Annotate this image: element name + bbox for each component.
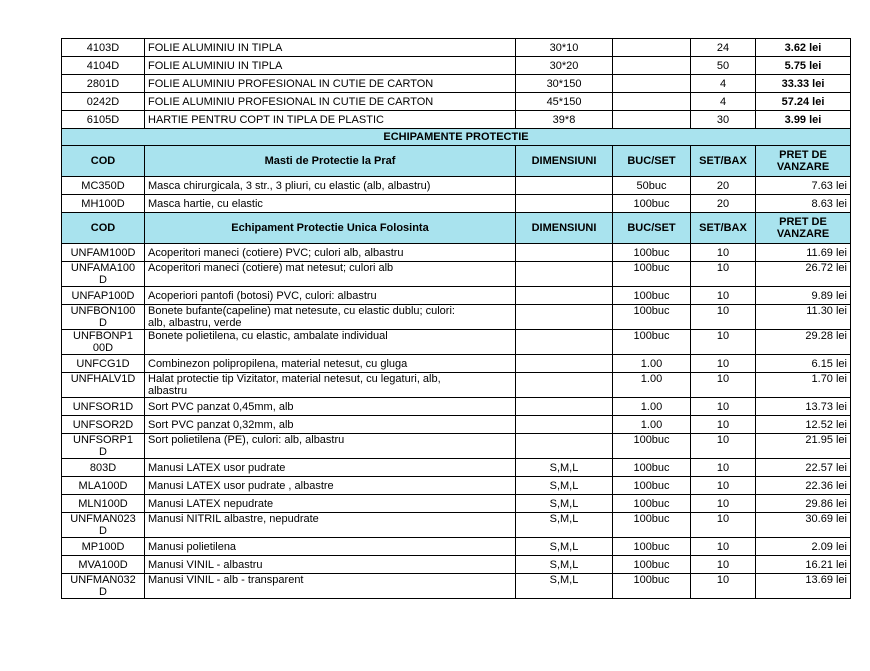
product-units-per-set [613, 39, 691, 57]
product-name-line1: Bonete bufante(capeline) mat netesute, cu elastic dublu; culori: [148, 305, 455, 317]
product-name [145, 513, 516, 538]
product-name: HARTIE PENTRU COPT IN TIPLA DE PLASTIC [145, 111, 516, 129]
product-code-line1: UNFMAN023 [70, 513, 136, 525]
table-row [62, 57, 851, 75]
product-price: 33.33 lei [756, 75, 851, 93]
product-units-per-set: 1.00 [613, 373, 691, 398]
product-name-line2: albastru [148, 385, 188, 397]
product-units-per-set: 100buc [613, 495, 691, 513]
product-units-per-set: 1.00 [613, 398, 691, 416]
product-code-line1: UNFCG1D [76, 357, 130, 370]
product-dimension [516, 177, 613, 195]
product-name-line1: Sort PVC panzat 0,32mm, alb [148, 418, 294, 431]
product-code [62, 434, 145, 459]
product-dimension: 39*8 [516, 111, 613, 129]
product-code [62, 495, 145, 513]
product-name-line2: alb, albastru, verde [148, 317, 242, 329]
product-units-per-set [613, 111, 691, 129]
product-code [62, 398, 145, 416]
header-dimensions: DIMENSIUNI [516, 146, 613, 177]
product-code-line2: D [99, 274, 107, 286]
product-sets-per-box: 10 [691, 305, 756, 330]
table-row [62, 39, 851, 57]
product-price: 1.70 lei [756, 373, 851, 398]
table-row [62, 459, 851, 477]
price-list-body [62, 39, 851, 599]
product-dimension: 30*20 [516, 57, 613, 75]
product-sets-per-box: 10 [691, 495, 756, 513]
product-code-line1: MLA100D [78, 479, 128, 492]
table-row [62, 330, 851, 355]
product-sets-per-box: 30 [691, 111, 756, 129]
table-row [62, 305, 851, 330]
product-sets-per-box: 50 [691, 57, 756, 75]
product-price: 8.63 lei [756, 195, 851, 213]
product-price: 12.52 lei [756, 416, 851, 434]
product-code-line1: UNFSOR1D [72, 400, 134, 413]
product-sets-per-box: 10 [691, 244, 756, 262]
section-title-row [62, 129, 851, 146]
product-units-per-set: 100buc [613, 538, 691, 556]
product-code-line1: UNFSORP1 [73, 434, 133, 446]
product-units-per-set: 100buc [613, 262, 691, 287]
product-sets-per-box: 4 [691, 75, 756, 93]
product-units-per-set: 100buc [613, 287, 691, 305]
product-price: 5.75 lei [756, 57, 851, 75]
product-code-line1: MP100D [81, 540, 125, 553]
product-code-line2: 00D [92, 342, 114, 354]
product-name: FOLIE ALUMINIU PROFESIONAL IN CUTIE DE CARTON [145, 93, 516, 111]
product-name-line1: Acoperitori maneci (cotiere) mat netesut; culori alb [148, 262, 394, 274]
product-name [145, 574, 516, 599]
product-name-line1: Manusi VINIL - albastru [148, 558, 263, 571]
product-units-per-set: 100buc [613, 459, 691, 477]
product-price: 6.15 lei [756, 355, 851, 373]
product-sets-per-box: 10 [691, 459, 756, 477]
product-name [145, 556, 516, 574]
product-price: 13.69 lei [756, 574, 851, 599]
product-name-line1: Manusi LATEX usor pudrate [148, 461, 286, 474]
table-row [62, 416, 851, 434]
product-dimension: S,M,L [516, 459, 613, 477]
product-dimension: S,M,L [516, 574, 613, 599]
product-name [145, 373, 516, 398]
product-name [145, 477, 516, 495]
product-code-line2: D [99, 317, 107, 329]
product-dimension [516, 398, 613, 416]
product-name [145, 262, 516, 287]
table-row [62, 287, 851, 305]
product-units-per-set: 100buc [613, 556, 691, 574]
product-dimension: 30*10 [516, 39, 613, 57]
header-units-per-set: BUC/SET [613, 213, 691, 244]
product-sets-per-box: 10 [691, 373, 756, 398]
product-units-per-set: 100buc [613, 574, 691, 599]
product-sets-per-box: 10 [691, 513, 756, 538]
product-dimension: S,M,L [516, 477, 613, 495]
table-row [62, 262, 851, 287]
product-code-line1: MLN100D [78, 497, 128, 510]
product-name-line1: Manusi LATEX usor pudrate , albastre [148, 479, 334, 492]
product-name-line1: Halat protectie tip Vizitator, material netesut, cu legaturi, alb, [148, 373, 441, 385]
product-name [145, 416, 516, 434]
product-sets-per-box: 20 [691, 195, 756, 213]
header-sets-per-box: SET/BAX [691, 146, 756, 177]
product-price: 2.09 lei [756, 538, 851, 556]
product-code-line1: 803D [89, 461, 117, 474]
product-price: 3.99 lei [756, 111, 851, 129]
product-units-per-set: 100buc [613, 305, 691, 330]
product-name-line1: Manusi LATEX nepudrate [148, 497, 274, 510]
header-dimensions: DIMENSIUNI [516, 213, 613, 244]
product-sets-per-box: 10 [691, 416, 756, 434]
product-units-per-set: 1.00 [613, 355, 691, 373]
product-dimension: S,M,L [516, 538, 613, 556]
product-units-per-set [613, 75, 691, 93]
product-code-line1: UNFHALV1D [70, 373, 136, 385]
product-price: 22.57 lei [756, 459, 851, 477]
product-dimension: 45*150 [516, 93, 613, 111]
product-sets-per-box: 10 [691, 477, 756, 495]
product-code [62, 244, 145, 262]
product-dimension [516, 434, 613, 459]
product-units-per-set [613, 57, 691, 75]
product-units-per-set: 100buc [613, 513, 691, 538]
product-sets-per-box: 10 [691, 262, 756, 287]
product-price: 13.73 lei [756, 398, 851, 416]
product-price: 29.86 lei [756, 495, 851, 513]
product-dimension [516, 355, 613, 373]
product-code: 2801D [62, 75, 145, 93]
product-price: 22.36 lei [756, 477, 851, 495]
header-units-per-set: BUC/SET [613, 146, 691, 177]
product-dimension [516, 305, 613, 330]
product-dimension: S,M,L [516, 495, 613, 513]
product-name [145, 495, 516, 513]
header-price-line2: VANZARE [776, 161, 830, 173]
product-name [145, 538, 516, 556]
product-name-line1: Manusi VINIL - alb - transparent [148, 574, 304, 586]
product-sets-per-box: 10 [691, 330, 756, 355]
product-code: MC350D [62, 177, 145, 195]
product-units-per-set: 100buc [613, 434, 691, 459]
product-price: 21.95 lei [756, 434, 851, 459]
product-name-line1: Bonete polietilena, cu elastic, ambalate individual [148, 330, 388, 342]
product-code [62, 262, 145, 287]
price-list-table [61, 38, 851, 599]
product-code-line2: D [99, 446, 107, 458]
product-dimension [516, 244, 613, 262]
product-name [145, 244, 516, 262]
header-price [756, 213, 851, 244]
product-code [62, 287, 145, 305]
product-units-per-set: 100buc [613, 244, 691, 262]
product-sets-per-box: 10 [691, 355, 756, 373]
product-price: 3.62 lei [756, 39, 851, 57]
product-name [145, 355, 516, 373]
product-sets-per-box: 24 [691, 39, 756, 57]
table-row [62, 513, 851, 538]
product-name-line1: Sort PVC panzat 0,45mm, alb [148, 400, 294, 413]
product-name [145, 330, 516, 355]
product-code [62, 305, 145, 330]
product-units-per-set: 100buc [613, 477, 691, 495]
header-price-line2: VANZARE [776, 228, 830, 240]
product-name [145, 434, 516, 459]
table-row [62, 556, 851, 574]
product-units-per-set: 100buc [613, 330, 691, 355]
product-sets-per-box: 4 [691, 93, 756, 111]
product-units-per-set: 1.00 [613, 416, 691, 434]
product-name-line1: Acoperitori maneci (cotiere) PVC; culori alb, albastru [148, 246, 404, 259]
product-name [145, 398, 516, 416]
product-dimension: S,M,L [516, 556, 613, 574]
table-row [62, 75, 851, 93]
product-name: FOLIE ALUMINIU IN TIPLA [145, 57, 516, 75]
product-price: 11.69 lei [756, 244, 851, 262]
product-dimension [516, 287, 613, 305]
product-name: Masca chirurgicala, 3 str., 3 pliuri, cu elastic (alb, albastru) [145, 177, 516, 195]
product-name: Masca hartie, cu elastic [145, 195, 516, 213]
product-name-line1: Sort polietilena (PE), culori: alb, albastru [148, 434, 345, 446]
product-code: 0242D [62, 93, 145, 111]
table-header-row [62, 146, 851, 177]
product-name-line1: Combinezon polipropilena, material netesut, cu gluga [148, 357, 408, 370]
product-dimension: S,M,L [516, 513, 613, 538]
product-sets-per-box: 10 [691, 538, 756, 556]
product-code [62, 355, 145, 373]
product-dimension [516, 330, 613, 355]
product-name [145, 287, 516, 305]
table-row [62, 373, 851, 398]
product-price: 57.24 lei [756, 93, 851, 111]
product-price: 7.63 lei [756, 177, 851, 195]
product-dimension [516, 262, 613, 287]
product-code-line1: UNFBONP1 [73, 330, 133, 342]
product-dimension [516, 373, 613, 398]
product-dimension [516, 416, 613, 434]
product-code [62, 416, 145, 434]
table-row [62, 177, 851, 195]
table-row [62, 355, 851, 373]
product-code-line2: D [99, 586, 107, 598]
product-price: 9.89 lei [756, 287, 851, 305]
product-name-line1: Acoperiori pantofi (botosi) PVC, culori: albastru [148, 289, 377, 302]
table-row [62, 477, 851, 495]
header-description: Masti de Protectie la Praf [145, 146, 516, 177]
product-code [62, 373, 145, 398]
product-code [62, 513, 145, 538]
product-dimension: 30*150 [516, 75, 613, 93]
product-sets-per-box: 10 [691, 556, 756, 574]
table-row [62, 93, 851, 111]
header-code: COD [62, 146, 145, 177]
table-row [62, 111, 851, 129]
product-code [62, 574, 145, 599]
product-price: 30.69 lei [756, 513, 851, 538]
product-name: FOLIE ALUMINIU IN TIPLA [145, 39, 516, 57]
product-name [145, 305, 516, 330]
product-units-per-set: 100buc [613, 195, 691, 213]
table-row [62, 538, 851, 556]
product-code-line1: UNFMAN032 [70, 574, 136, 586]
product-price: 11.30 lei [756, 305, 851, 330]
product-code [62, 538, 145, 556]
product-code: 6105D [62, 111, 145, 129]
header-code: COD [62, 213, 145, 244]
product-price: 26.72 lei [756, 262, 851, 287]
header-price-line1: PRET DE [779, 216, 827, 228]
table-row [62, 495, 851, 513]
header-description: Echipament Protectie Unica Folosinta [145, 213, 516, 244]
table-header-row [62, 213, 851, 244]
product-units-per-set: 50buc [613, 177, 691, 195]
product-code-line2: D [99, 525, 107, 537]
product-code [62, 556, 145, 574]
header-price [756, 146, 851, 177]
product-sets-per-box: 10 [691, 574, 756, 599]
product-price: 29.28 lei [756, 330, 851, 355]
product-name: FOLIE ALUMINIU PROFESIONAL IN CUTIE DE CARTON [145, 75, 516, 93]
product-code-line1: UNFAM100D [70, 246, 136, 259]
product-code: 4103D [62, 39, 145, 57]
table-row [62, 434, 851, 459]
product-dimension [516, 195, 613, 213]
product-code [62, 477, 145, 495]
product-code-line1: UNFAMA100 [70, 262, 136, 274]
product-code-line1: MVA100D [78, 558, 128, 571]
table-row [62, 244, 851, 262]
product-units-per-set [613, 93, 691, 111]
table-row [62, 574, 851, 599]
product-sets-per-box: 20 [691, 177, 756, 195]
product-sets-per-box: 10 [691, 287, 756, 305]
header-sets-per-box: SET/BAX [691, 213, 756, 244]
product-price: 16.21 lei [756, 556, 851, 574]
product-code-line1: UNFBON100 [70, 305, 136, 317]
product-code-line1: UNFSOR2D [72, 418, 134, 431]
product-code-line1: UNFAP100D [71, 289, 135, 302]
table-row [62, 398, 851, 416]
section-title: ECHIPAMENTE PROTECTIE [62, 129, 851, 146]
product-code [62, 459, 145, 477]
product-code [62, 330, 145, 355]
product-code: 4104D [62, 57, 145, 75]
table-row [62, 195, 851, 213]
header-price-line1: PRET DE [779, 149, 827, 161]
product-name [145, 459, 516, 477]
product-sets-per-box: 10 [691, 398, 756, 416]
product-name-line1: Manusi NITRIL albastre, nepudrate [148, 513, 319, 525]
product-code: MH100D [62, 195, 145, 213]
product-name-line1: Manusi polietilena [148, 540, 237, 553]
product-sets-per-box: 10 [691, 434, 756, 459]
